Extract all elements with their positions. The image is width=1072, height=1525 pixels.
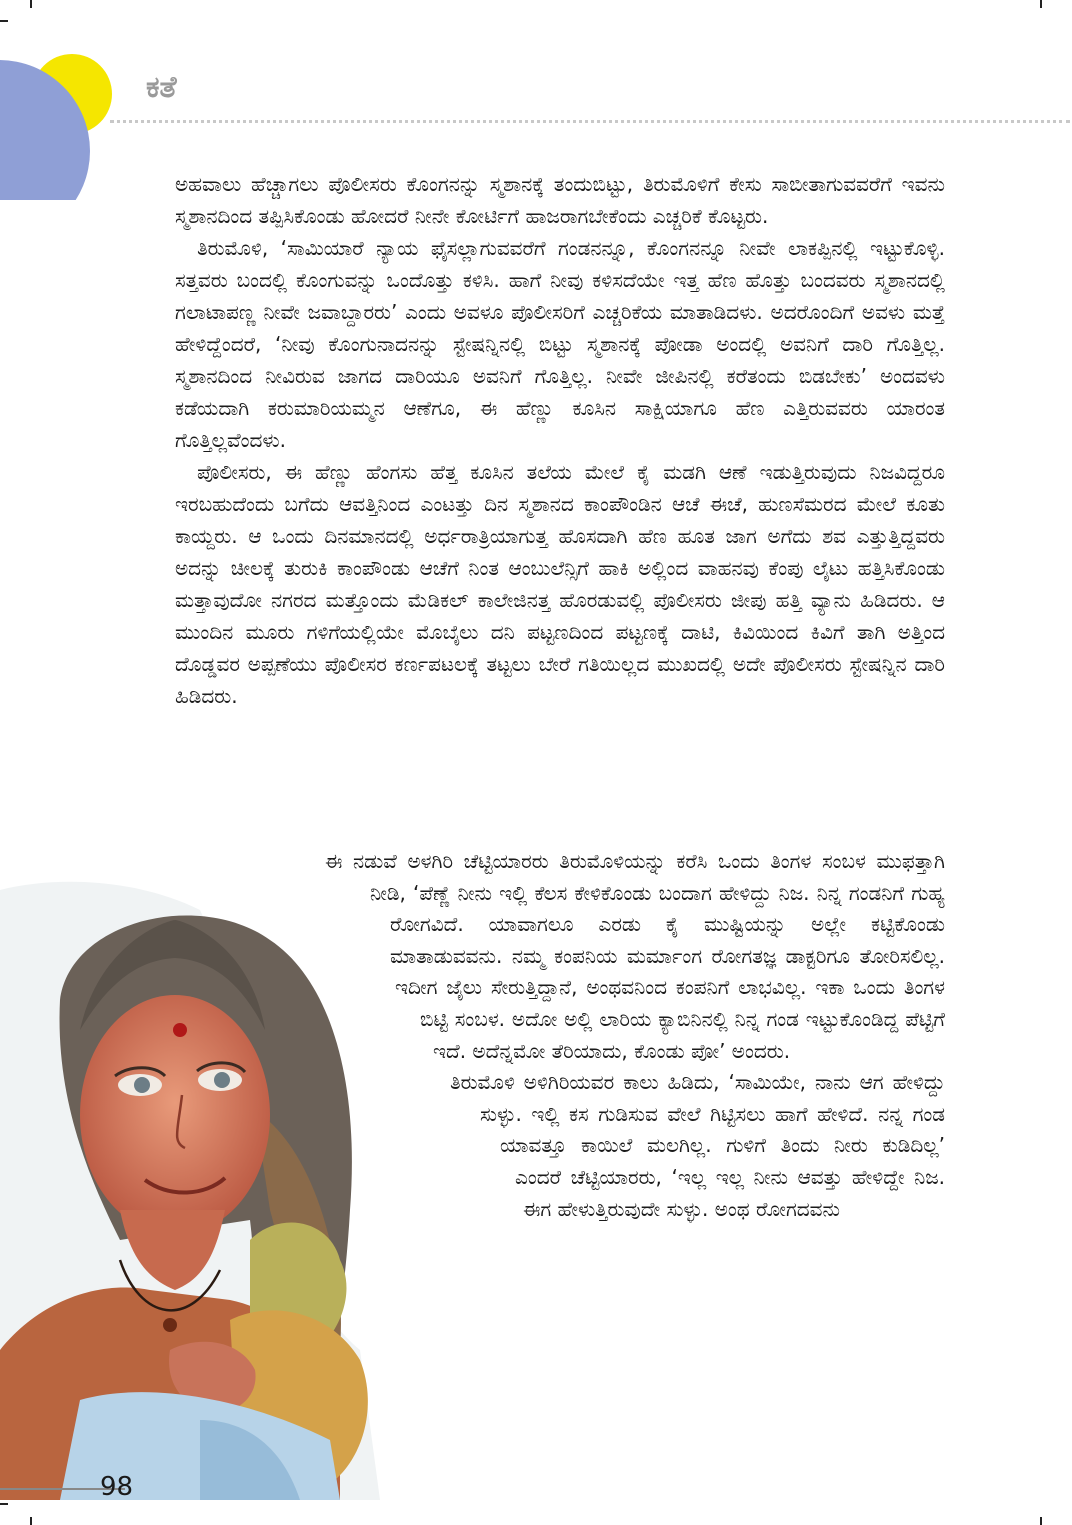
paragraph: ಅಹವಾಲು ಹೆಚ್ಚಾಗಲು ಪೊಲೀಸರು ಕೊಂಗನನ್ನು ಸ್ಮಶಾನಕ್ಕೆ ತಂದುಬಿಟ್ಟು, ತಿರುಮೊಳಿಗೆ ಕೇಸು ಸಾಬೀತಾಗುವವರೆಗೆ ಇವನು ಸ್ಮಶಾನದಿಂದ ತಪ್ಪಿಸಿಕೊಂಡು ಹೋದರೆ ನೀನೇ ಕೋರ್ಟಿಗೆ ಹಾಜರಾಗಬೇಕೆಂದು ಎಚ್ಚರಿಕೆ ಕೊಟ್ಟರು. — [175, 172, 945, 228]
page-number: 98 — [100, 1472, 134, 1502]
crop-mark — [1040, 0, 1042, 8]
paragraph: ತಿರುಮೊಳಿ ಅಳಿಗಿರಿಯವರ ಕಾಲು ಹಿಡಿದು, ‘ಸಾಮಿಯೇ, ನಾನು ಆಗ ಹೇಳಿದ್ದು ಸುಳ್ಳು. ಇಲ್ಲಿ ಕಸ ಗುಡಿಸುವ ವೇಲೆ ಗಿಟ್ಟಿಸಲು ಹಾಗೆ ಹೇಳಿದೆ. ನನ್ನ ಗಂಡ ಯಾವತ್ತೂ ಕಾಯಿಲೆ ಮಲಗಿಲ್ಲ. ಗುಳಿಗೆ ತಿಂದು ನೀರು ಕುಡಿದಿಲ್ಲ’ ಎಂದರೆ ಚೆಟ್ಟಿಯಾರರು, ‘ಇಲ್ಲ ಇಲ್ಲ ನೀನು ಆವತ್ತು ಹೇಳಿದ್ದೇ ನಿಜ. ಈಗ ಹೇಳುತ್ತಿರುವುದೇ ಸುಳ್ಳು. ಅಂಥ ರೋಗದವನು — [450, 1070, 945, 1221]
decorative-circles — [0, 0, 130, 200]
paragraph: ಪೊಲೀಸರು, ಈ ಹೆಣ್ಣು ಹೆಂಗಸು ಹೆತ್ತ ಕೂಸಿನ ತಲೆಯ ಮೇಲೆ ಕೈ ಮಡಗಿ ಆಣೆ ಇಡುತ್ತಿರುವುದು ನಿಜವಿದ್ದರೂ ಇರಬಹುದೆಂದು ಬಗೆದು ಆವತ್ತಿನಿಂದ ಎಂಟತ್ತು ದಿನ ಸ್ಮಶಾನದ ಕಾಂಪೌಂಡಿನ ಆಚೆ ಈಚೆ, ಹುಣಸೆಮರದ ಮೇಲೆ ಕೂತು ಕಾಯ್ದರು. ಆ ಒಂದು ದಿನಮಾನದಲ್ಲಿ ಅರ್ಧರಾತ್ರಿಯಾಗುತ್ತ ಹೊಸದಾಗಿ ಹೆಣ ಹೂತ ಜಾಗ ಅಗೆದು ಶವ ಎತ್ತುತ್ತಿದ್ದವರು ಅದನ್ನು ಚೀಲಕ್ಕೆ ತುರುಕಿ ಕಾಂಪೌಂಡು ಆಚೆಗೆ ನಿಂತ ಆಂಬುಲೆನ್ಸಿಗೆ ಹಾಕಿ ಅಲ್ಲಿಂದ ವಾಹನವು ಕೆಂಪು ಲೈಟು ಹತ್ತಿಸಿಕೊಂಡು ಮತ್ತಾವುದೋ ನಗರದ ಮತ್ತೊಂದು ಮೆಡಿಕಲ್ ಕಾಲೇಜಿನತ್ತ ಹೊರಡುವಲ್ಲಿ ಪೊಲೀಸರು ಜೀಪು ಹತ್ತಿ ವ್ಯಾನು ಹಿಡಿದರು. ಆ ಮುಂದಿನ ಮೂರು ಗಳಿಗೆಯಲ್ಲಿಯೇ ಮೊಬೈಲು ದನಿ ಪಟ್ಟಣದಿಂದ ಪಟ್ಟಣಕ್ಕೆ ದಾಟಿ, ಕಿವಿಯಿಂದ ಕಿವಿಗೆ ತಾಗಿ ಅತ್ತಿಂದ ದೊಡ್ಡವರ ಅಪ್ಪಣೆಯು ಪೊಲೀಸರ ಕರ್ಣಪಟಲಕ್ಕೆ ತಟ್ಟಲು ಬೇರೆ ಗತಿಯಿಲ್ಲದ ಮುಖದಲ್ಲಿ ಅದೇ ಪೊಲೀಸರು ಸ್ಟೇಷನ್ನಿನ ದಾರಿ ಹಿಡಿದರು. — [175, 460, 945, 708]
paragraph: ಈ ನಡುವೆ ಅಳಗಿರಿ ಚೆಟ್ಟಿಯಾರರು ತಿರುಮೊಳಿಯನ್ನು ಕರೆಸಿ ಒಂದು ತಿಂಗಳ ಸಂಬಳ ಮುಫತ್ತಾಗಿ ನೀಡಿ, ‘ಪೆಣ್ಣೆ ನೀನು ಇಲ್ಲಿ ಕೆಲಸ ಕೇಳಿಕೊಂಡು ಬಂದಾಗ ಹೇಳಿದ್ದು ನಿಜ. ನಿನ್ನ ಗಂಡನಿಗೆ ಗುಹ್ಯ ರೋಗವಿದೆ. ಯಾವಾಗಲೂ ಎರಡು ಕೈ ಮುಷ್ಟಿಯನ್ನು ಅಲ್ಲೇ ಕಟ್ಟಿಕೊಂಡು ಮಾತಾಡುವವನು. ನಮ್ಮ ಕಂಪನಿಯ ಮರ್ಮಾಂಗ ರೋಗತಜ್ಞ ಡಾಕ್ಟರಿಗೂ ತೋರಿಸಲಿಲ್ಲ. ಇದೀಗ ಜೈಲು ಸೇರುತ್ತಿದ್ದಾನೆ, ಅಂಥವನಿಂದ ಕಂಪನಿಗೆ ಲಾಭವಿಲ್ಲ. ಇಕಾ ಒಂದು ತಿಂಗಳ ಬಿಟ್ಟಿ ಸಂಬಳ. ಅದೋ ಅಲ್ಲಿ ಲಾರಿಯ ಕ್ಯಾಬಿನಿನಲ್ಲಿ ನಿನ್ನ ಗಂಡ ಇಟ್ಟುಕೊಂಡಿದ್ದ ಪೆಟ್ಟಿಗೆ ಇದೆ. ಅದೆನ್ನಮೋ ತೆರಿಯಾದು, ಕೊಂಡು ಪೋ’ ಅಂದರು. — [325, 849, 945, 1063]
section-title: ಕತೆ — [146, 70, 177, 105]
crop-mark — [30, 1517, 32, 1525]
crop-mark — [1040, 1517, 1042, 1525]
crop-mark — [0, 1503, 8, 1505]
paragraph: ತಿರುಮೊಳಿ, ‘ಸಾಮಿಯಾರೆ ನ್ಯಾಯ ಫೈಸಲ್ಲಾಗುವವರೆಗೆ ಗಂಡನನ್ನೂ, ಕೊಂಗನನ್ನೂ ನೀವೇ ಲಾಕಪ್ಪಿನಲ್ಲಿ ಇಟ್ಟುಕೊಳ್ಳಿ. ಸತ್ತವರು ಬಂದಲ್ಲಿ ಕೊಂಗುವನ್ನು ಒಂದೊತ್ತು ಕಳಿಸಿ. ಹಾಗೆ ನೀವು ಕಳಿಸದೆಯೇ ಇತ್ತ ಹೆಣ ಹೊತ್ತು ಬಂದವರು ಸ್ಮಶಾನದಲ್ಲಿ ಗಲಾಟಾಪಣ್ಣ ನೀವೇ ಜವಾಬ್ದಾರರು’ ಎಂದು ಅವಳೂ ಪೊಲೀಸರಿಗೆ ಎಚ್ಚರಿಕೆಯ ಮಾತಾಡಿದಳು. ಅದರೊಂದಿಗೆ ಅವಳು ಮತ್ತೆ ಹೇಳಿದ್ದೆಂದರೆ, ‘ನೀವು ಕೊಂಗುನಾದನನ್ನು ಸ್ಟೇಷನ್ನಿನಲ್ಲಿ ಬಿಟ್ಟು ಸ್ಮಶಾನಕ್ಕೆ ಪೋಡಾ ಅಂದಲ್ಲಿ ಅವನಿಗೆ ದಾರಿ ಗೊತ್ತಿಲ್ಲ. ಸ್ಮಶಾನದಿಂದ ನೀವಿರುವ ಜಾಗದ ದಾರಿಯೂ ಅವನಿಗೆ ಗೊತ್ತಿಲ್ಲ. ನೀವೇ ಜೀಪಿನಲ್ಲಿ ಕರೆತಂದು ಬಿಡಬೇಕು’ ಅಂದವಳು ಕಡೆಯದಾಗಿ ಕರುಮಾರಿಯಮ್ಮನ ಆಣೆಗೂ, ಈ ಹೆಣ್ಣು ಕೂಸಿನ ಸಾಕ್ಷಿಯಾಗೂ ಹೆಣ ಎತ್ತಿರುವವರು ಯಾರಂತ ಗೊತ್ತಿಲ್ಲವೆಂದಳು. — [175, 236, 945, 452]
story-text — [175, 168, 945, 712]
wrapped-story-text — [175, 846, 945, 1406]
dotted-divider — [110, 120, 1070, 123]
